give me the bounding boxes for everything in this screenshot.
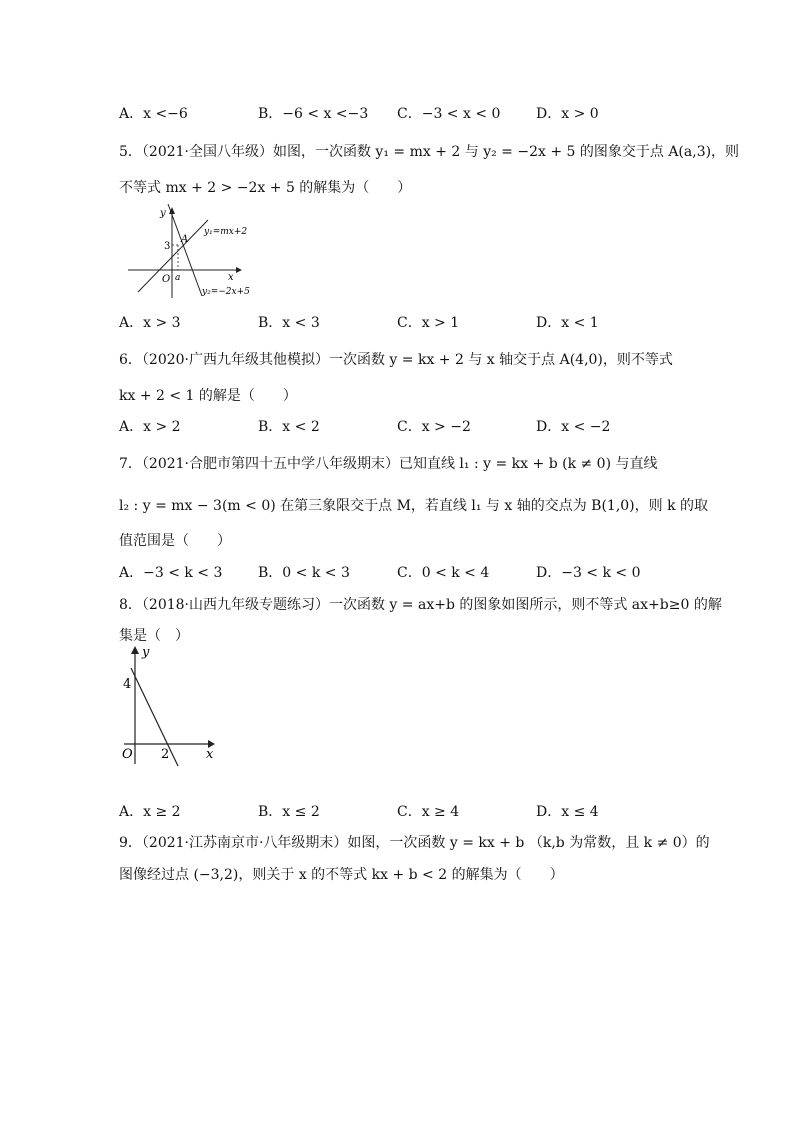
q5-point-a: A — [181, 234, 189, 245]
q8-x-tick: 2 — [161, 747, 170, 762]
q7-stem-line-2: l₂ : y = mx − 3(m < 0) 在第三象限交于点 M，若直线 l₁ 与 x 轴的交点为 B(1,0)，则 k 的取 — [119, 498, 709, 514]
q6-option-a: A．x > 2 — [119, 419, 181, 435]
q5-stem-line-2: 不等式 mx + 2 > −2x + 5 的解集为（ ） — [119, 180, 412, 196]
q5-y-tick: 3 — [164, 241, 171, 252]
q5-line-y1-label: y₁=mx+2 — [204, 227, 248, 237]
q8-option-c: C．x ≥ 4 — [397, 804, 460, 820]
q5-option-d: D．x < 1 — [536, 315, 599, 331]
q6-stem-line-1: 6．（2020·广西九年级其他模拟）一次函数 y = kx + 2 与 x 轴交于点 A(4,0)，则不等式 — [119, 352, 673, 368]
q8-origin-label: O — [122, 747, 133, 762]
q8-option-b: B．x ≤ 2 — [258, 804, 320, 820]
q7-options — [119, 562, 699, 584]
q7-option-d: D．−3 < k < 0 — [536, 565, 641, 581]
q5-y-label: y — [160, 208, 166, 219]
q8-y-arrow — [131, 646, 139, 654]
q5-option-b: B．x < 3 — [258, 315, 320, 331]
q7-option-b: B．0 < k < 3 — [258, 565, 350, 581]
q9-stem-line-1: 9．（2021·江苏南京市·八年级期末）如图，一次函数 y = kx + b （k,b 为常数，且 k ≠ 0）的 — [119, 835, 710, 851]
q7-option-a: A．−3 < k < 3 — [119, 565, 223, 581]
q7-stem-line-3: 值范围是（ ） — [119, 533, 231, 549]
q8-y-tick: 4 — [123, 677, 132, 692]
q5-stem-line-1: 5．（2021·全国八年级）如图，一次函数 y₁ = mx + 2 与 y₂ = −2x + 5 的图象交于点 A(a,3)，则 — [119, 144, 740, 160]
q6-options — [119, 416, 699, 438]
q8-graph-line — [131, 668, 178, 766]
q7-option-c: C．0 < k < 4 — [397, 565, 490, 581]
q6-stem-line-2: kx + 2 < 1 的解是（ ） — [119, 388, 297, 404]
q5-option-c: C．x > 1 — [397, 315, 460, 331]
q4-option-b: B．−6 < x <−3 — [258, 106, 369, 122]
q6-option-d: D．x < −2 — [536, 419, 611, 435]
q6-option-c: C．x > −2 — [397, 419, 471, 435]
q5-x-label: x — [228, 272, 234, 283]
q8-figure — [114, 640, 224, 772]
q8-stem-line-1: 8．（2018·山西九年级专题练习）一次函数 y = ax+b 的图象如图所示，则不等式 ax+b≥0 的解 — [119, 597, 722, 613]
q6-option-b: B．x < 2 — [258, 419, 320, 435]
q5-x-arrow — [236, 267, 242, 273]
q5-origin-label: O — [162, 274, 171, 285]
q5-options — [119, 312, 699, 334]
q5-line-y2-label: y₂=−2x+5 — [202, 287, 250, 297]
q4-option-c: C．−3 < x < 0 — [397, 106, 501, 122]
q4-option-d: D．x > 0 — [536, 106, 599, 122]
q8-options — [119, 801, 699, 823]
q5-figure — [124, 202, 264, 302]
q8-option-d: D．x ≤ 4 — [536, 804, 599, 820]
q7-stem-line-1: 7．（2021·合肥市第四十五中学八年级期末）已知直线 l₁ : y = kx + b (k ≠ 0) 与直线 — [119, 456, 658, 472]
q4-options — [119, 103, 699, 125]
q8-y-label: y — [142, 645, 150, 660]
q8-stem-line-2: 集是（ ） — [119, 628, 189, 644]
q9-stem-line-2: 图像经过点 (−3,2)，则关于 x 的不等式 kx + b < 2 的解集为（ ） — [119, 867, 564, 883]
q8-x-label: x — [206, 747, 214, 762]
q5-x-tick: a — [175, 273, 181, 283]
q5-option-a: A．x > 3 — [119, 315, 181, 331]
q5-line-y1 — [138, 220, 208, 292]
q4-option-a: A．x <−6 — [119, 106, 188, 122]
q5-line-y2 — [168, 204, 202, 296]
q8-option-a: A．x ≥ 2 — [119, 804, 181, 820]
